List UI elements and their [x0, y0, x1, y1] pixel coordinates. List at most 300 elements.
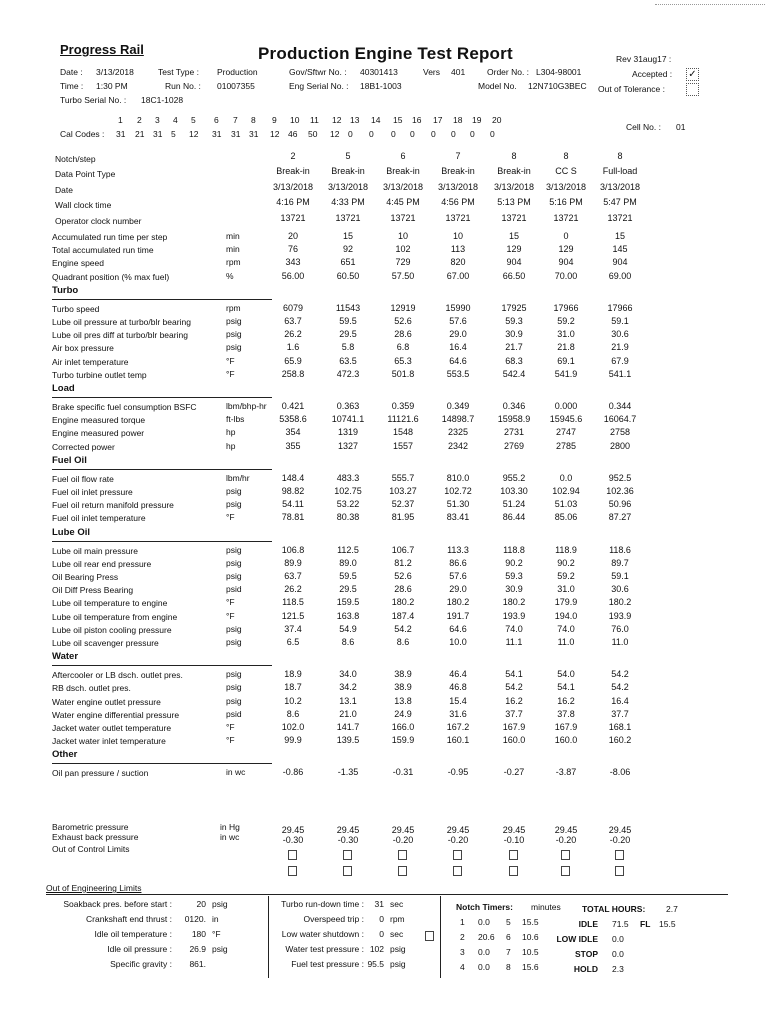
data-row-value: 15: [342, 231, 353, 241]
data-row-value: 30.6: [611, 584, 629, 595]
data-row-value: 64.6: [449, 623, 467, 634]
data-row-unit: °F: [226, 610, 235, 621]
data-row-value: 11.1: [505, 637, 523, 647]
data-row-value: 15: [508, 231, 519, 241]
limits-rule: [46, 894, 728, 895]
point-info-cell: 5:16 PM: [549, 197, 583, 207]
data-row-unit: °F: [226, 368, 235, 379]
data-row-label: Turbo turbine outlet temp: [52, 369, 147, 380]
data-row-unit: °F: [226, 735, 235, 746]
data-row-value: 15958.9: [497, 414, 531, 425]
out-of-control-box: [343, 850, 352, 860]
cal-code-index: 13: [350, 115, 360, 125]
out-of-control-box: [398, 850, 407, 860]
data-row-value: 50.96: [608, 499, 632, 510]
mode-value: 0.0: [612, 949, 624, 959]
turbo-serial-label: Turbo Serial No. :: [60, 95, 127, 105]
data-row-unit: psig: [226, 499, 242, 510]
data-row-value: 29.5: [339, 584, 357, 595]
data-row-value: 553.5: [446, 368, 470, 379]
cal-code-value: 12: [330, 129, 340, 139]
notch-number: 2: [460, 932, 465, 942]
data-row-unit: psig: [226, 695, 242, 706]
baro-value: 29.45: [391, 825, 415, 835]
baro-unit: in Hg: [220, 822, 240, 832]
data-row-value: 5.8: [341, 342, 355, 353]
data-row-value: 37.7: [611, 708, 629, 719]
section-rule: [52, 665, 272, 666]
exhaust-unit: in wc: [220, 832, 240, 842]
data-row-value: 14898.7: [441, 414, 475, 425]
data-row-value: 28.6: [394, 584, 412, 595]
point-info-cell: 5:47 PM: [603, 197, 637, 207]
data-row-value: 89.9: [284, 557, 302, 568]
data-row-value: 90.2: [505, 557, 523, 568]
data-row-label: Air box pressure: [52, 343, 114, 354]
data-row-value: 86.6: [449, 557, 467, 568]
data-row-value: 10: [397, 231, 408, 241]
data-row-value: 180.2: [446, 597, 470, 608]
exhaust-value: -0.20: [555, 835, 577, 845]
baro-label: Barometric pressure: [52, 822, 129, 832]
data-row-value: 51.24: [502, 499, 526, 510]
mode-value: 2.3: [612, 964, 624, 974]
out-of-control-label: Out of Control Limits: [52, 844, 130, 854]
data-row-value: 167.9: [502, 722, 526, 732]
test-type-label: Test Type :: [158, 67, 199, 77]
section-title: Turbo: [52, 284, 79, 296]
data-row-value: 193.9: [502, 610, 526, 621]
data-row-value: 145: [612, 244, 628, 255]
cal-code-index: 10: [290, 115, 300, 125]
data-row-unit: psig: [226, 342, 242, 353]
point-info-cell: Full-load: [602, 166, 638, 176]
point-info-cell: 6: [400, 151, 406, 161]
data-row-value: 542.4: [502, 368, 526, 379]
exhaust-value: -0.30: [282, 835, 304, 845]
point-info-cell: 13721: [607, 213, 633, 223]
baro-value: 29.45: [336, 825, 360, 835]
data-row-value: -0.31: [392, 767, 414, 778]
order-value: L304-98001: [536, 67, 582, 77]
data-row-value: 69.1: [557, 355, 575, 366]
data-row-unit: °F: [226, 597, 235, 608]
cal-code-value: 21: [135, 129, 145, 139]
cal-code-index: 2: [137, 115, 142, 125]
data-row-value: 6.5: [286, 637, 300, 647]
data-row-value: 31.0: [557, 329, 575, 340]
data-row-value: 187.4: [391, 610, 415, 621]
cal-code-value: 0: [348, 129, 353, 139]
point-info-cell: 8: [617, 151, 623, 161]
point-info-cell: 3/13/2018: [493, 182, 535, 192]
data-row-label: Jacket water outlet temperature: [52, 723, 172, 733]
data-row-value: 70.00: [554, 270, 578, 281]
data-row-unit: in wc: [226, 767, 246, 778]
eng-serial-label: Eng Serial No. :: [289, 81, 349, 91]
data-row-value: 0.421: [281, 401, 305, 411]
time-label: Time :: [60, 81, 84, 91]
data-row-value: 159.9: [391, 735, 415, 746]
notch-number: 6: [506, 932, 511, 942]
cal-code-index: 5: [191, 115, 196, 125]
cal-code-index: 17: [433, 115, 443, 125]
data-row-value: 810.0: [446, 472, 470, 483]
notch-number: 7: [506, 947, 511, 957]
limit-mid-unit: sec: [390, 929, 404, 939]
data-row-value: 59.5: [339, 571, 357, 581]
limit-mid-value: 0: [379, 929, 384, 939]
limit-left-value: 20: [196, 899, 206, 909]
data-row-unit: psig: [226, 682, 242, 693]
data-row-value: 34.2: [339, 682, 357, 693]
cell-no-value: 01: [676, 122, 686, 132]
data-row-unit: ft-lbs: [226, 414, 245, 425]
data-row-label: Accumulated run time per step: [52, 232, 168, 242]
data-row-value: 1319: [337, 427, 359, 438]
out-of-control-box: [615, 866, 624, 876]
limit-mid-unit: rpm: [390, 914, 405, 924]
data-row-value: 167.2: [446, 722, 470, 732]
notch-time: 10.5: [522, 947, 539, 957]
out-of-control-box: [288, 866, 297, 876]
notch-time: 0.0: [478, 947, 490, 957]
data-row-unit: psig: [226, 623, 242, 634]
notch-number: 5: [506, 917, 511, 927]
data-row-value: 354: [285, 427, 301, 438]
data-row-value: 2785: [555, 440, 577, 451]
data-row-value: 2758: [609, 427, 631, 438]
data-row-value: -0.86: [282, 767, 304, 778]
data-row-unit: min: [226, 244, 240, 255]
out-of-control-box: [561, 866, 570, 876]
data-row-label: Aftercooler or LB dsch. outlet pres.: [52, 670, 183, 681]
data-row-value: 74.0: [505, 623, 523, 634]
section-rule: [52, 763, 272, 764]
data-row-value: 8.6: [341, 637, 355, 647]
data-row-value: 179.9: [554, 597, 578, 608]
data-row-value: 78.81: [281, 512, 305, 523]
data-row-value: 112.5: [337, 544, 359, 555]
cal-code-index: 16: [412, 115, 422, 125]
data-row-value: 38.9: [394, 669, 412, 680]
cal-code-value: 46: [288, 129, 298, 139]
data-row-value: 180.2: [608, 597, 632, 608]
mode-value: 71.5: [612, 919, 629, 929]
point-info-cell: 13721: [335, 213, 361, 223]
point-info-cell: 5: [345, 151, 351, 161]
notch-number: 4: [460, 962, 465, 972]
data-row-label: Water engine differential pressure: [52, 709, 180, 720]
limit-mid-unit: psig: [390, 959, 406, 969]
data-row-value: -1.35: [337, 767, 359, 778]
exhaust-value: -0.20: [392, 835, 414, 845]
data-row-value: 2325: [447, 427, 469, 438]
section-title: Other: [52, 749, 78, 761]
limit-mid-label: Low water shutdown :: [281, 929, 364, 939]
data-row-value: 59.1: [611, 571, 629, 581]
cal-code-index: 8: [251, 115, 256, 125]
limit-left-label: Crankshaft end thrust :: [86, 914, 172, 924]
data-row-value: 31.6: [449, 708, 467, 719]
data-row-value: 258.8: [281, 368, 305, 379]
data-row-value: 2769: [503, 440, 525, 451]
data-row-label: Lube oil temperature from engine: [52, 611, 178, 622]
company-name: Progress Rail: [60, 42, 144, 57]
cal-code-index: 19: [472, 115, 482, 125]
data-row-value: 65.3: [394, 355, 412, 366]
date-value: 3/13/2018: [96, 67, 134, 77]
data-row-value: 2747: [555, 427, 577, 438]
data-row-label: RB dsch. outlet pres.: [52, 683, 131, 694]
cal-code-value: 5: [171, 129, 176, 139]
data-row-value: 15: [614, 231, 625, 241]
cal-code-value: 0: [369, 129, 374, 139]
data-row-unit: °F: [226, 722, 235, 732]
data-row-value: 141.7: [336, 722, 360, 732]
data-row-value: 16.4: [611, 695, 629, 706]
data-row-value: 166.0: [391, 722, 415, 732]
section-rule: [52, 397, 272, 398]
data-row-value: 102.0: [281, 722, 305, 732]
test-type-value: Production: [217, 67, 258, 77]
data-row-value: 106.7: [391, 544, 415, 555]
point-info-cell: 13721: [445, 213, 471, 223]
section-title: Load: [52, 383, 75, 394]
data-row-value: 57.50: [391, 270, 415, 281]
data-row-value: 15.4: [449, 695, 467, 706]
exhaust-value: -0.10: [503, 835, 525, 845]
limit-mid-label: Overspeed trip :: [303, 914, 364, 924]
total-hours-value: 2.7: [666, 904, 678, 914]
data-row-label: Engine measured power: [52, 428, 145, 439]
data-row-value: 21.9: [611, 342, 629, 353]
data-row-label: Turbo speed: [52, 303, 100, 314]
data-row-value: -8.06: [609, 767, 631, 778]
data-row-value: 10.0: [449, 637, 467, 647]
point-info-cell: Break-in: [497, 166, 531, 176]
data-row-value: 30.6: [611, 329, 629, 340]
data-row-value: 31.0: [557, 584, 575, 595]
data-row-value: 54.9: [339, 623, 357, 634]
data-row-value: 160.2: [608, 735, 632, 746]
cal-code-value: 0: [410, 129, 415, 139]
limit-mid-value: 31: [374, 899, 384, 909]
data-row-value: 113.3: [447, 544, 469, 555]
cal-code-value: 31: [249, 129, 259, 139]
section-title: Water: [52, 651, 79, 663]
data-row-label: Lube oil rear end pressure: [52, 558, 152, 569]
data-row-value: 160.0: [502, 735, 526, 746]
vers-label: Vers: [423, 67, 441, 77]
data-row-value: 1327: [337, 440, 359, 451]
model-value: 12N710G3BEC: [528, 81, 587, 91]
total-hours-label: TOTAL HOURS:: [582, 904, 646, 914]
date-label: Date :: [60, 67, 83, 77]
data-row-value: 59.3: [505, 571, 523, 581]
data-row-value: 37.8: [557, 708, 575, 719]
data-row-value: 52.6: [394, 316, 412, 326]
accepted-checkbox[interactable]: ✓: [686, 68, 699, 81]
point-info-cell: 4:45 PM: [386, 197, 420, 207]
point-info-cell: Break-in: [331, 166, 365, 176]
data-row-value: 63.5: [339, 355, 357, 366]
data-row-value: 12919: [390, 302, 416, 313]
data-row-unit: rpm: [226, 302, 241, 313]
data-row-value: 15945.6: [549, 414, 583, 425]
data-row-value: 80.38: [336, 512, 360, 523]
data-row-label: Oil Bearing Press: [52, 572, 119, 582]
data-row-label: Fuel oil flow rate: [52, 473, 114, 484]
data-row-value: 26.2: [284, 329, 302, 340]
baro-value: 29.45: [554, 825, 578, 835]
data-row-value: 118.5: [282, 597, 304, 608]
data-row-value: 0.359: [391, 401, 415, 411]
data-row-value: 52.6: [394, 571, 412, 581]
data-row-value: 118.8: [503, 544, 525, 555]
data-row-value: 34.0: [339, 669, 357, 680]
data-row-value: 74.0: [557, 623, 575, 634]
data-row-unit: psig: [226, 669, 242, 680]
cal-code-index: 4: [173, 115, 178, 125]
limit-mid-value: 95.5: [367, 959, 384, 969]
data-row-value: 355: [285, 440, 301, 451]
exhaust-value: -0.30: [337, 835, 359, 845]
cal-code-value: 12: [189, 129, 199, 139]
baro-value: 29.45: [281, 825, 305, 835]
data-row-label: Lube oil pressure at turbo/blr bearing: [52, 317, 191, 327]
cal-code-index: 14: [371, 115, 381, 125]
data-row-value: 0.0: [559, 472, 573, 483]
data-row-unit: psig: [226, 486, 242, 496]
data-row-value: 63.7: [284, 571, 302, 581]
cal-code-index: 11: [310, 115, 319, 125]
data-row-value: 52.37: [391, 499, 415, 510]
notch-time: 20.6: [478, 932, 495, 942]
cal-code-value: 31: [212, 129, 222, 139]
data-row-value: 54.1: [557, 682, 575, 693]
data-row-value: 64.6: [449, 355, 467, 366]
out-of-control-box: [453, 850, 462, 860]
data-row-value: 102.75: [334, 486, 362, 496]
data-row-value: 501.8: [391, 368, 415, 379]
cal-code-value: 31: [116, 129, 126, 139]
point-info-cell: CC S: [555, 166, 577, 176]
data-row-value: 160.0: [554, 735, 578, 746]
data-row-value: 60.50: [336, 270, 360, 281]
data-row-value: 6.8: [396, 342, 410, 353]
data-row-value: 168.1: [608, 722, 632, 732]
cal-code-index: 15: [393, 115, 403, 125]
limit-left-value: .0120: [184, 914, 206, 924]
data-row-value: 148.4: [281, 472, 305, 483]
data-row-value: 68.3: [505, 355, 523, 366]
data-row-value: 904: [612, 257, 628, 268]
data-row-value: 541.1: [608, 368, 632, 379]
data-row-unit: min: [226, 231, 240, 241]
data-row-unit: lbm/hr: [226, 472, 250, 483]
limit-left-unit: °F: [212, 929, 221, 939]
data-row-value: 11.0: [611, 637, 629, 647]
data-row-label: Quadrant position (% max fuel): [52, 271, 170, 282]
data-row-value: 21.7: [505, 342, 523, 353]
data-row-unit: °F: [226, 355, 235, 366]
data-row-value: 952.5: [608, 472, 632, 483]
data-row-value: 1557: [392, 440, 414, 451]
data-row-value: 28.6: [394, 329, 412, 340]
point-info-cell: 13721: [553, 213, 579, 223]
data-row-label: Fuel oil return manifold pressure: [52, 500, 174, 511]
data-row-value: 139.5: [336, 735, 360, 746]
point-info-label: Data Point Type: [55, 169, 116, 179]
point-info-cell: 3/13/2018: [272, 182, 314, 192]
point-info-cell: 13721: [280, 213, 306, 223]
point-info-cell: 3/13/2018: [599, 182, 641, 192]
limit-left-value: 180: [191, 929, 206, 939]
data-row-value: 102.72: [444, 486, 472, 496]
section-rule: [52, 299, 272, 300]
data-row-label: Jacket water inlet temperature: [52, 736, 166, 747]
data-row-value: 98.82: [281, 486, 305, 496]
top-dotted-line: [655, 4, 765, 5]
section-rule: [52, 469, 272, 470]
cell-no-label: Cell No. :: [626, 122, 661, 132]
limit-mid-label: Water test pressure :: [285, 944, 364, 954]
point-info-label: Operator clock number: [55, 216, 142, 226]
data-row-value: 54.11: [282, 499, 304, 510]
data-row-value: 17925: [501, 302, 527, 313]
data-row-label: Fuel oil inlet temperature: [52, 513, 146, 524]
exhaust-value: -0.20: [447, 835, 469, 845]
out-of-control-box: [561, 850, 570, 860]
data-row-label: Oil Diff Press Bearing: [52, 585, 134, 596]
out-of-tolerance-checkbox[interactable]: [686, 83, 699, 96]
data-row-value: 65.9: [284, 355, 302, 366]
data-row-value: 160.1: [446, 735, 470, 746]
data-row-unit: °F: [226, 512, 235, 523]
data-row-value: 729: [395, 257, 411, 268]
limit-mid-label: Fuel test pressure :: [291, 959, 364, 969]
data-row-value: 46.8: [449, 682, 467, 693]
data-row-value: 167.9: [554, 722, 578, 732]
data-row-value: 0.344: [608, 401, 632, 411]
out-of-control-box: [343, 866, 352, 876]
data-row-value: 29.0: [449, 584, 467, 595]
time-value: 1:30 PM: [96, 81, 128, 91]
section-title: Lube Oil: [52, 526, 90, 538]
data-row-value: 541.9: [554, 368, 578, 379]
data-row-value: 10741.1: [331, 414, 365, 425]
data-row-value: 10: [452, 231, 463, 241]
data-row-value: 38.9: [394, 682, 412, 693]
mode-extra-label: FL: [640, 919, 651, 929]
point-info-cell: Break-in: [441, 166, 475, 176]
data-row-label: Oil pan pressure / suction: [52, 768, 149, 779]
data-row-value: -0.27: [503, 767, 525, 778]
mode-label: STOP: [575, 949, 598, 959]
point-info-cell: 2: [290, 151, 296, 161]
cal-code-index: 3: [155, 115, 160, 125]
data-row-value: 59.5: [339, 316, 357, 326]
data-row-value: 17966: [607, 302, 633, 313]
limit-left-label: Specific gravity :: [110, 959, 172, 969]
data-row-value: 16.2: [505, 695, 523, 706]
baro-value: 29.45: [446, 825, 470, 835]
data-row-value: 51.03: [554, 499, 578, 510]
limit-left-value: 26.9: [189, 944, 206, 954]
data-row-value: 13.1: [339, 695, 357, 706]
data-row-value: 59.3: [505, 316, 523, 326]
